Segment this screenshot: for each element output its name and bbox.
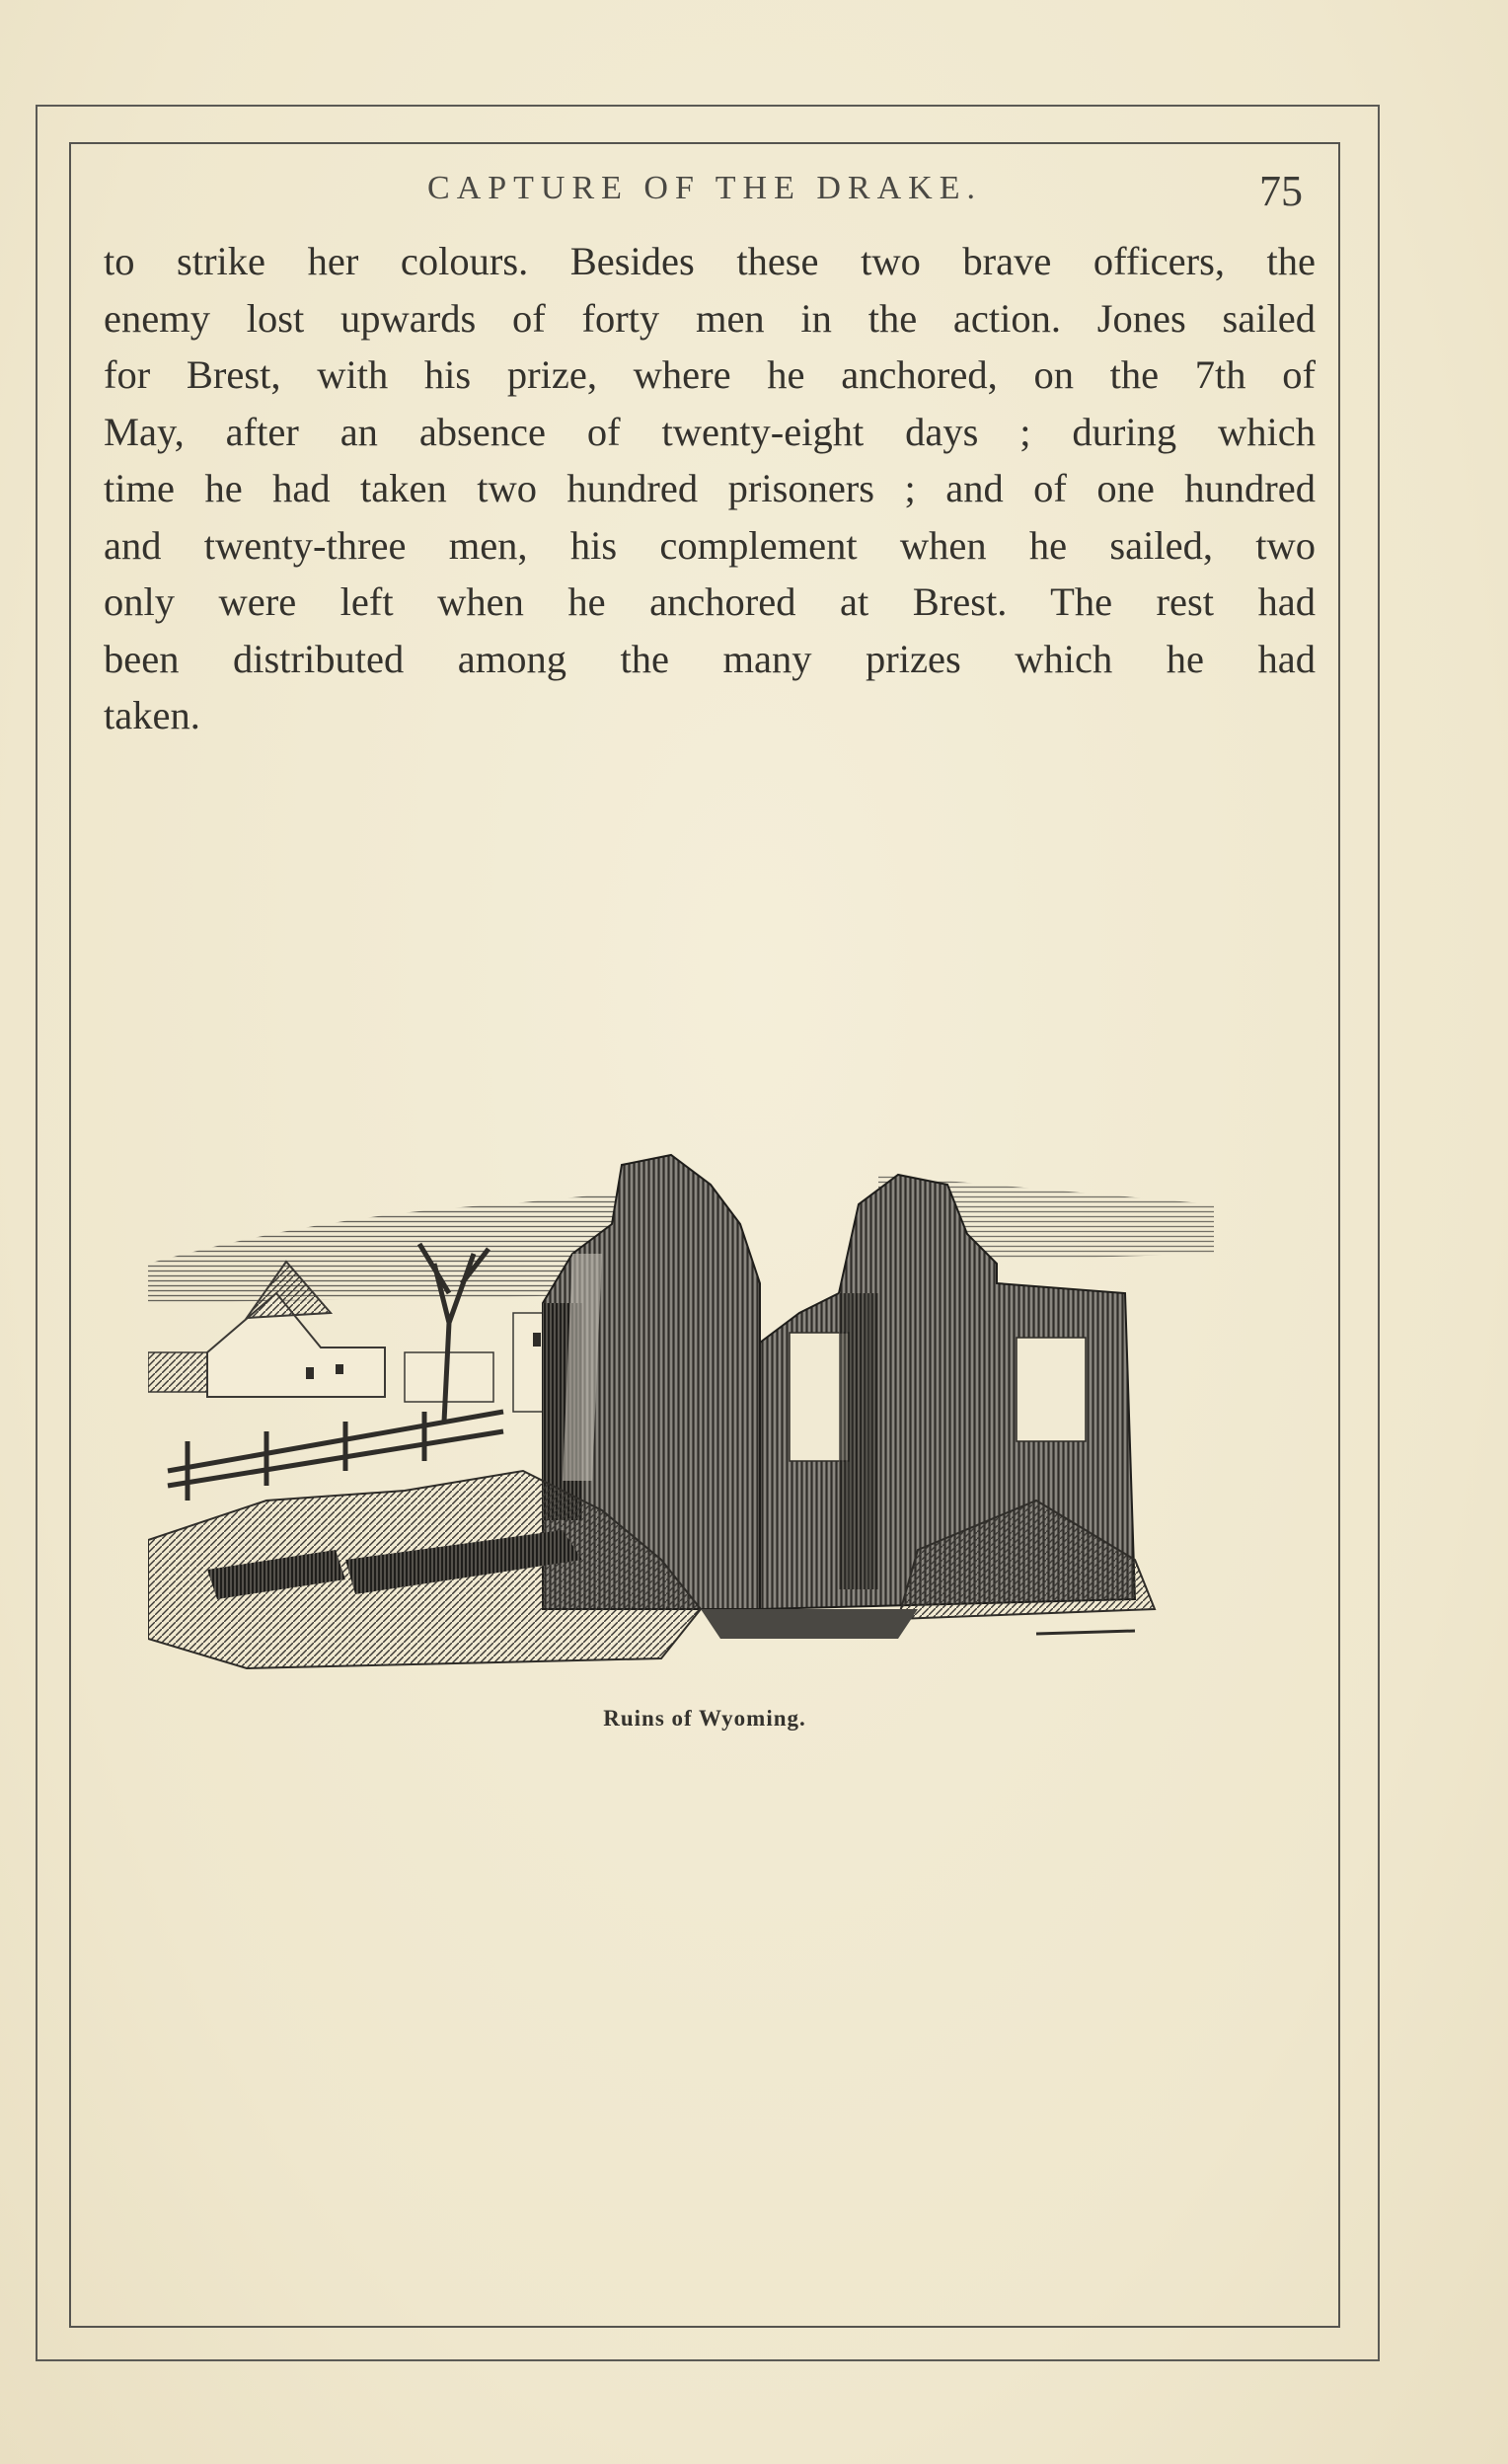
text-line: and twenty-three men, his complement when he sailed, two <box>104 522 1316 568</box>
text-line: been distributed among the many prizes which he had <box>104 636 1316 681</box>
text-line: time he had taken two hundred prisoners ; and of one hundred <box>104 466 1316 510</box>
body-paragraph <box>104 233 1316 744</box>
figure-caption: Ruins of Wyoming. <box>603 1706 806 1731</box>
page-number: 75 <box>1259 167 1303 215</box>
running-title: CAPTURE OF THE DRAKE. <box>427 170 982 206</box>
running-head <box>69 166 1340 215</box>
text-line: for Brest, with his prize, where he anchored, on the 7th of <box>104 352 1316 397</box>
text-line: enemy lost upwards of forty men in the action. Jones sailed <box>104 295 1316 341</box>
ruins-engraving <box>148 1145 1253 1678</box>
text-line: May, after an absence of twenty-eight days ; during which <box>104 409 1316 454</box>
text-line: to strike her colours. Besides these two brave officers, the <box>104 239 1316 283</box>
text-line: only were left when he anchored at Brest. The rest had <box>104 579 1316 624</box>
text-line: taken. <box>104 693 200 737</box>
